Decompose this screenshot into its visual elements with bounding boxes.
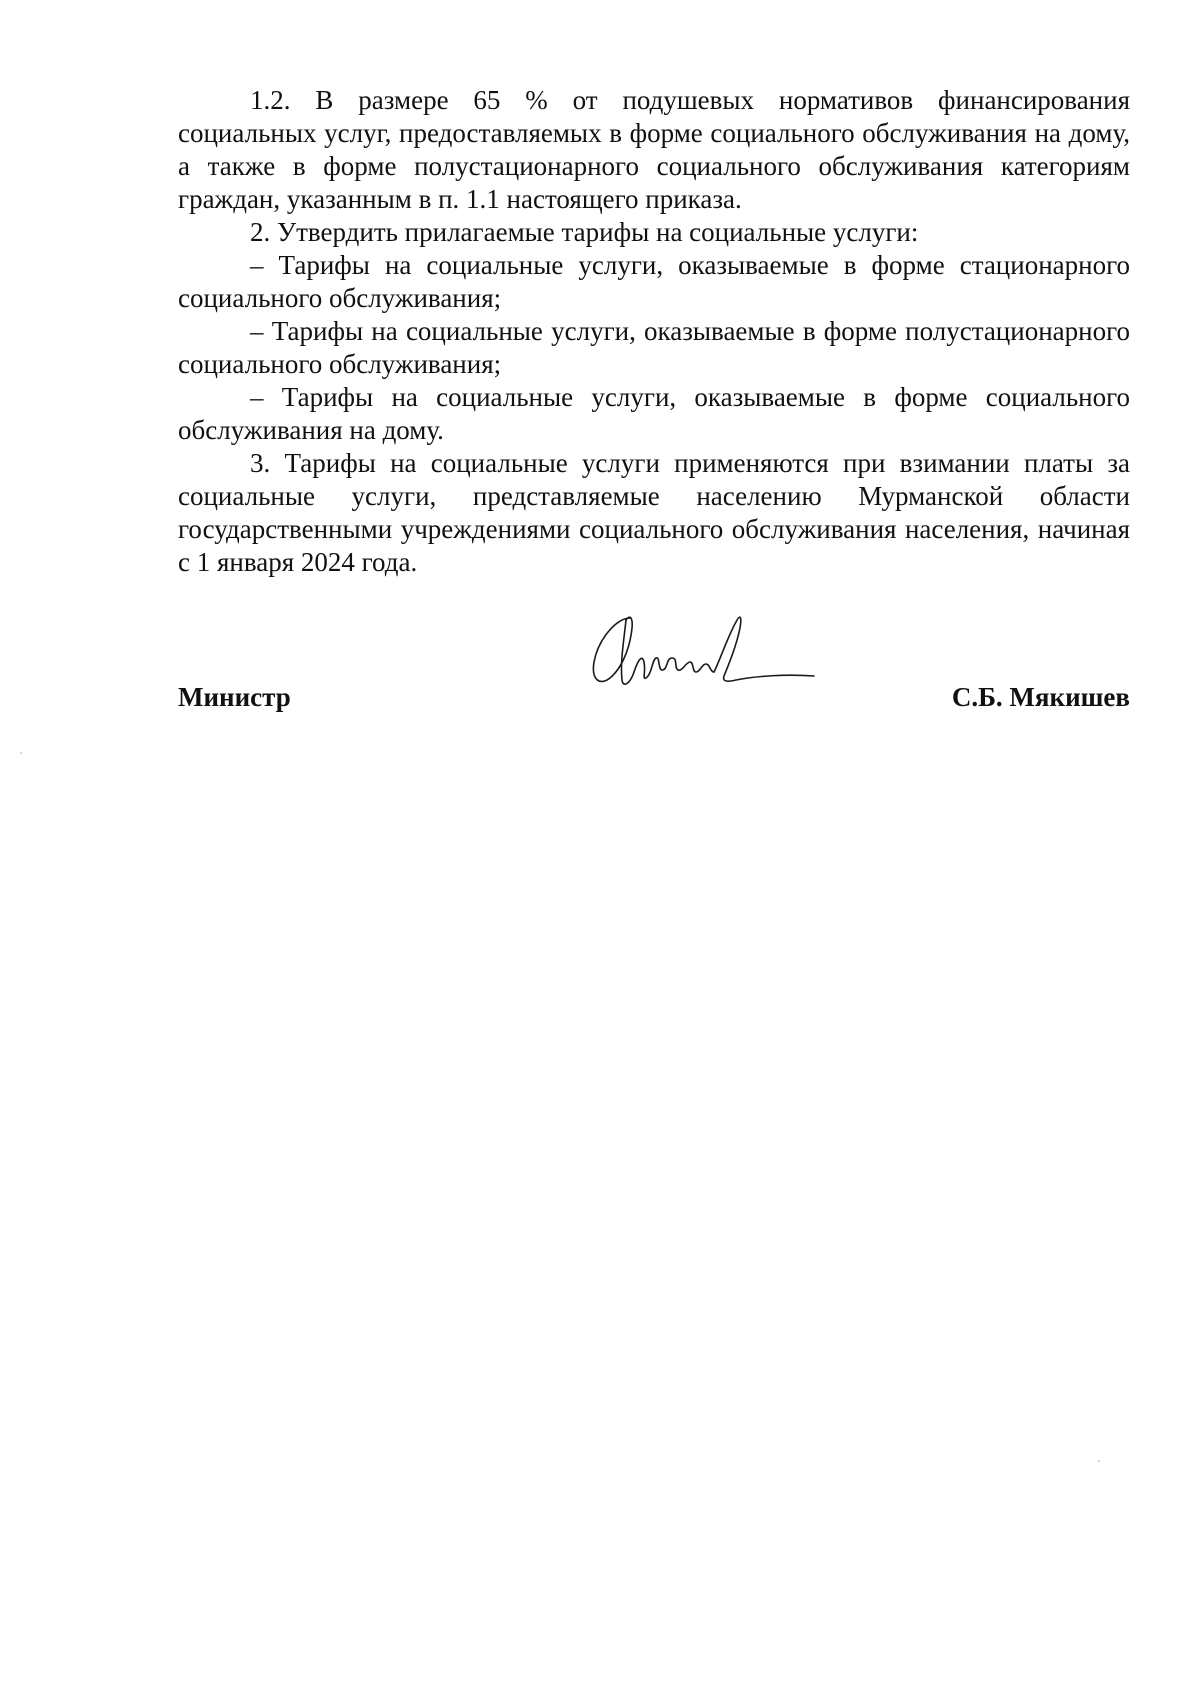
handwritten-signature [586,600,826,710]
list-item-stationary-tariffs: – Тарифы на социальные услуги, оказываемые в форме стационарного социального обслуживания; [178,250,1130,313]
list-item-home-service-tariffs: – Тарифы на социальные услуги, оказываемые в форме социального обслуживания на дому. [178,382,1130,445]
scan-speck [1098,1460,1100,1462]
list-item-semi-stationary-tariffs: – Тарифы на социальные услуги, оказываемые в форме полустационарного социального обслуживания; [178,316,1130,379]
signatory-name: С.Б. Мякишев [951,682,1130,712]
paragraph-3: 3. Тарифы на социальные услуги применяются при взимании платы за социальные услуги, представляемые населению Мурманской области государственными учреждениями социального обслуживания населения, начиная с 1 января 2024 года. [178,448,1130,577]
scan-speck [20,752,22,754]
paragraph-2: 2. Утвердить прилагаемые тарифы на социальные услуги: [250,217,919,247]
document-body [178,84,1130,579]
paragraph-1-2: 1.2. В размере 65 % от подушевых нормативов финансирования социальных услуг, предоставляемых в форме социального обслуживания на дому, а также в форме полустационарного социального обслуживания категориям граждан, указанным в п. 1.1 настоящего приказа. [178,85,1130,214]
signature-block [178,600,1130,720]
signatory-position: Министр [178,682,291,712]
